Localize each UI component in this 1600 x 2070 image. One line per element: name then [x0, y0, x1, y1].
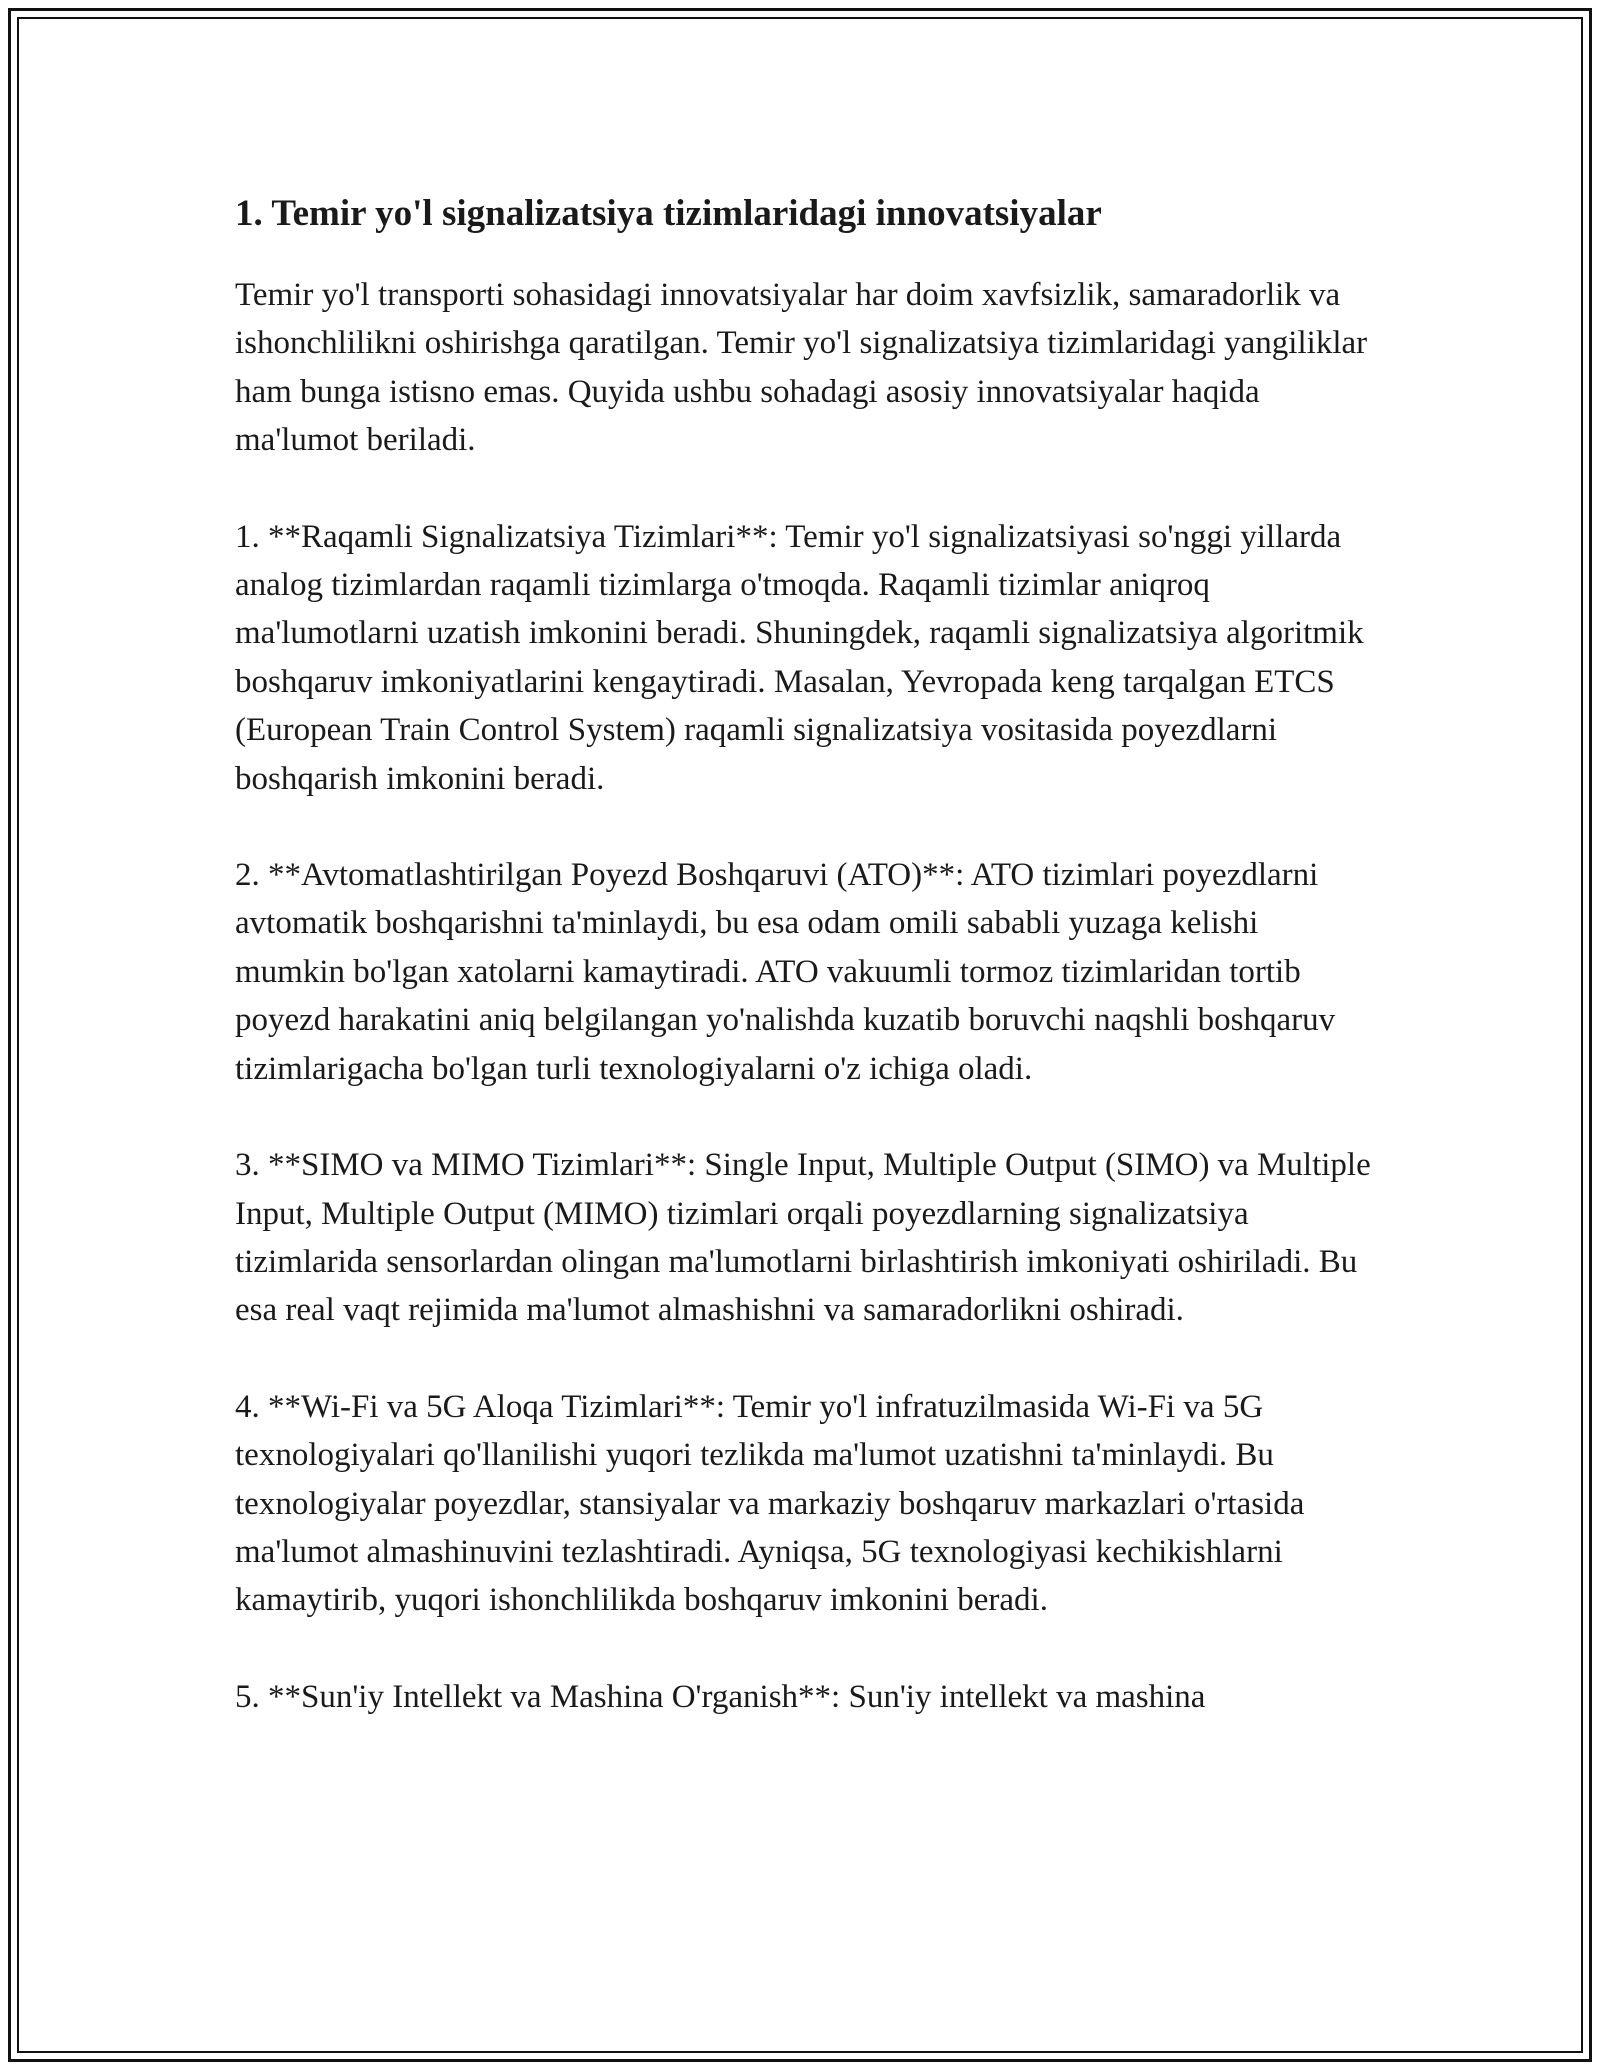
document-body — [235, 185, 1375, 1769]
intro-paragraph: Temir yo'l transporti sohasidagi innovatsiyalar har doim xavfsizlik, samaradorlik va ishonchlilikni oshirishga qaratilgan. Temir yo'l signalizatsiya tizimlaridagi yangiliklar ham bunga istisno emas. Quyida ushbu sohadagi asosiy innovatsiyalar haqida ma'lumot beriladi. — [235, 277, 1368, 459]
list-item-4: 4. **Wi-Fi va 5G Aloqa Tizimlari**: Temir yo'l infratuzilmasida Wi-Fi va 5G texnologiyalari qo'llanilishi yuqori tezlikda ma'lumot uzatishni ta'minlaydi. Bu texnologiyalar poyezdlar, stansiyalar va markaziy boshqaruv markazlari o'rtasida ma'lumot almashinuvini tezlashtiradi. Ayniqsa, 5G texnologiyasi kechikishlarni kamaytirib, yuqori ishonchlilikda boshqaruv imkonini beradi. — [235, 1388, 1305, 1619]
list-item-3: 3. **SIMO va MIMO Tizimlari**: Single Input, Multiple Output (SIMO) va Multiple Input, Multiple Output (MIMO) tizimlari orqali poyezdlarning signalizatsiya tizimlarida sensorlardan olingan ma'lumotlarni birlashtirish imkoniyati oshiriladi. Bu esa real vaqt rejimida ma'lumot almashishni va samaradorlikni oshiradi. — [235, 1147, 1371, 1329]
list-item-1: 1. **Raqamli Signalizatsiya Tizimlari**: Temir yo'l signalizatsiyasi so'nggi yillarda analog tizimlardan raqamli tizimlarga o'tmoqda. Raqamli tizimlar aniqroq ma'lumotlarni uzatish imkonini beradi. Shuningdek, raqamli signalizatsiya algoritmik boshqaruv imkoniyatlarini kengaytiradi. Masalan, Yevropada keng tarqalgan ETCS (European Train Control System) raqamli signalizatsiya vositasida poyezdlarni boshqarish imkonini beradi. — [235, 518, 1364, 797]
list-item-2: 2. **Avtomatlashtirilgan Poyezd Boshqaruvi (ATO)**: ATO tizimlari poyezdlarni avtomatik boshqarishni ta'minlaydi, bu esa odam omili sababli yuzaga kelishi mumkin bo'lgan xatolarni kamaytiradi. ATO vakuumli tormoz tizimlaridan tortib poyezd harakatini aniq belgilangan yo'nalishda kuzatib boruvchi naqshli boshqaruv tizimlarigacha bo'lgan turli texnologiyalarni o'z ichiga oladi. — [235, 857, 1336, 1087]
list-item-5: 5. **Sun'iy Intellekt va Mashina O'rganish**: Sun'iy intellekt va mashina — [235, 1678, 1206, 1715]
document-title: 1. Temir yo'l signalizatsiya tizimlaridagi innovatsiyalar — [235, 193, 1102, 234]
